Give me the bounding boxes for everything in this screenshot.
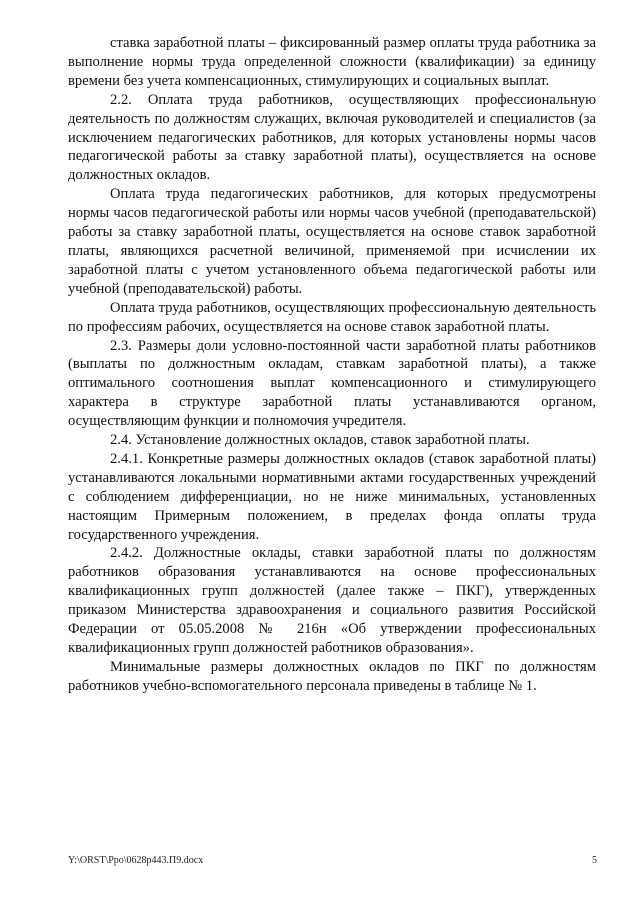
paragraph-2-3: 2.3. Размеры доли условно-постоянной части заработной платы работников (выплаты по должностным окладам, ставкам заработной платы), а также оптимального соотношения выплат компенсационного и стимулирующего характера в структуре заработной платы устанавливаются органом, осуществляющим функции и полномочия учредителя. — [68, 337, 596, 430]
document-body — [68, 34, 596, 696]
footer-file-path: Y:\ORST\Ppo\0628p443.П9.docx — [68, 855, 204, 866]
paragraph-salary-rate-definition: ставка заработной платы – фиксированный размер оплаты труда работника за выполнение нормы труда определенной сложности (квалификации) за единицу времени без учета компенсационных, стимулирующих и социальных выплат. — [68, 35, 596, 89]
paragraph-2-4-2: 2.4.2. Должностные оклады, ставки заработной платы по должностям работников образования устанавливаются на основе профессиональных квалификационных групп должностей (далее также – ПКГ), утвержденных приказом Министерства здравоохранения и социального развития Российской Федерации от 05.05.2008 № 216н «Об утверждении профессиональных квалификационных групп должностей работников образования». — [68, 545, 596, 656]
page-number: 5 — [592, 855, 597, 866]
paragraph-2-4: 2.4. Установление должностных окладов, ставок заработной платы. — [110, 432, 530, 449]
paragraph-minimum-salaries: Минимальные размеры должностных окладов по ПКГ по должностям работников учебно-вспомогательного персонала приведены в таблице № 1. — [68, 658, 596, 694]
paragraph-2-4-1: 2.4.1. Конкретные размеры должностных окладов (ставок заработной платы) устанавливаются локальными нормативными актами государственных учреждений с соблюдением дифференциации, но не ниже минимальных, установленных настоящим Примерным положением, в пределах фонда оплаты труда государственного учреждения. — [68, 450, 596, 543]
paragraph-2-2: 2.2. Оплата труда работников, осуществляющих профессиональную деятельность по должностям служащих, включая руководителей и специалистов (за исключением педагогических работников, для которых установлены нормы часов педагогической работы за ставку заработной платы), осуществляется на основе должностных окладов. — [68, 91, 596, 184]
paragraph-teachers-pay: Оплата труда педагогических работников, для которых предусмотрены нормы часов педагогической работы или нормы часов учебной (преподавательской) работы за ставку заработной платы, осуществляется на основе ставок заработной платы, являющихся расчетной величиной, применяемой при исчислении их заработной платы с учетом установленного объема педагогической работы или учебной (преподавательской) работы. — [68, 186, 596, 297]
paragraph-workers-pay: Оплата труда работников, осуществляющих профессиональную деятельность по профессиям рабочих, осуществляется на основе ставок заработной платы. — [68, 299, 596, 335]
